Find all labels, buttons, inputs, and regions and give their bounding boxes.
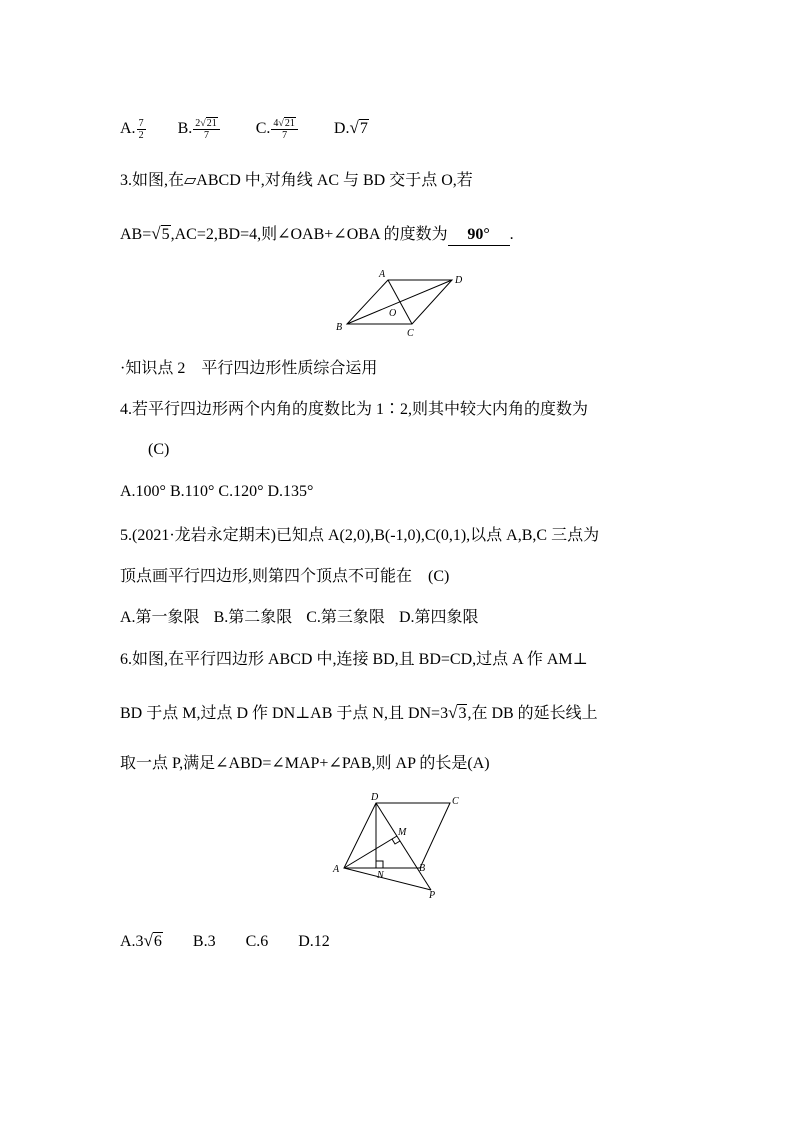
label-c: C	[452, 796, 459, 807]
q3-line1: 3.如图,在▱ABCD 中,对角线 AC 与 BD 交于点 O,若	[120, 172, 473, 189]
q6-option-b: B.3	[192, 933, 216, 950]
q4-options: A.100° B.110° C.120° D.135°	[120, 483, 314, 500]
q6-options	[120, 931, 356, 952]
q5-options	[120, 608, 505, 628]
q5-option-c: C.第三象限	[306, 609, 385, 626]
q5-option-b: B.第二象限	[213, 609, 293, 626]
q2-option-a: A. $\frac{7}{2}$	[120, 118, 144, 141]
segment-ap	[344, 868, 431, 890]
fraction: $\frac{7}{2}$	[138, 118, 144, 141]
figure-parallelogram-2	[328, 790, 468, 902]
label-a: A	[379, 269, 386, 280]
q2-option-b: B. $\frac{2√21}{7}$	[178, 118, 220, 141]
label-o: O	[389, 308, 397, 319]
q6-option-d: D.12	[298, 933, 330, 950]
label-d: D	[455, 275, 463, 286]
q5-line1: 5.(2021·龙岩永定期末)已知点 A(2,0),B(-1,0),C(0,1),以点 A,B,C 三点为	[120, 527, 600, 544]
label-m: M	[398, 827, 407, 838]
q5-option-a: A.第一象限	[120, 609, 200, 626]
q5-line2: 顶点画平行四边形,则第四个顶点不可能在 (C)	[120, 568, 450, 585]
q6-line1: 6.如图,在平行四边形 ABCD 中,连接 BD,且 BD=CD,过点 A 作 AM⊥	[120, 651, 588, 668]
q2-options	[120, 118, 395, 141]
fraction: $\frac{2√21}{7}$	[193, 118, 220, 141]
q6-option-c: C.6	[245, 933, 269, 950]
diagonal-bd	[347, 280, 452, 324]
label-c: C	[407, 328, 414, 339]
q4-line2: (C)	[148, 441, 170, 458]
figure-parallelogram-1	[330, 266, 470, 340]
label-b: B	[336, 322, 343, 333]
answer-blank: 90°	[448, 225, 510, 246]
section-heading: ·知识点 2 平行四边形性质综合运用	[120, 360, 378, 377]
label-d: D	[371, 792, 379, 803]
q4-line1: 4.若平行四边形两个内角的度数比为 1∶2,则其中较大内角的度数为	[120, 401, 589, 418]
q2-option-d: D.√7	[333, 118, 368, 138]
q6-line3: 取一点 P,满足∠ABD=∠MAP+∠PAB,则 AP 的长是(A)	[120, 755, 490, 772]
right-angle-n	[376, 861, 383, 868]
label-b: B	[419, 863, 426, 874]
label-n: N	[377, 870, 384, 881]
q6-option-a: A.3√6	[120, 931, 162, 950]
label-p: P	[429, 890, 436, 901]
q2-option-c: C. $\frac{4√21}{7}$	[256, 118, 298, 141]
q6-line2: BD 于点 M,过点 D 作 DN⊥AB 于点 N,且 DN=3√3,在 DB 的延长线上	[120, 703, 598, 722]
fraction: $\frac{4√21}{7}$	[271, 118, 298, 141]
q3-line2: AB=√5,AC=2,BD=4,则∠OAB+∠OBA 的度数为 90° .	[120, 224, 514, 246]
q5-option-d: D.第四象限	[398, 609, 479, 626]
segment-bd	[376, 803, 431, 890]
label-a: A	[333, 864, 340, 875]
